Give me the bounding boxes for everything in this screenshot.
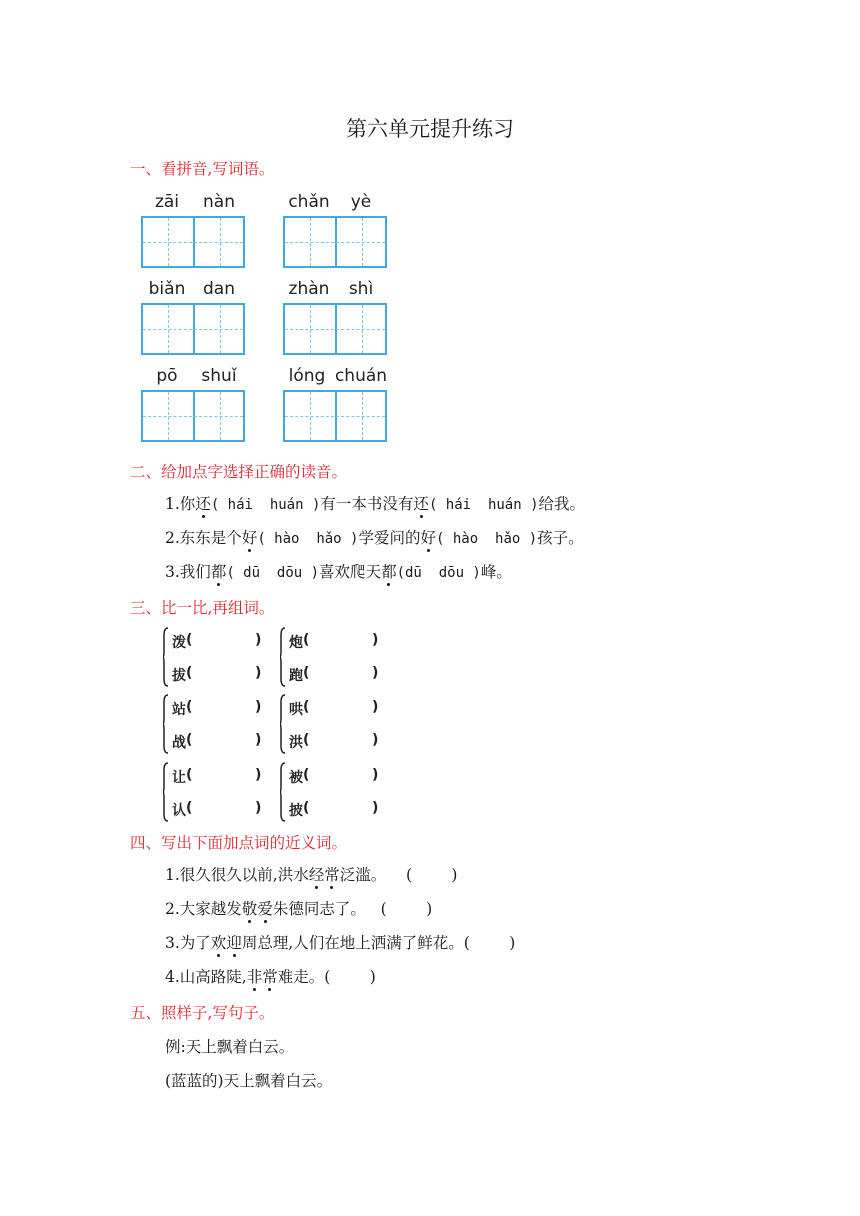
answer-open: ( xyxy=(186,665,193,681)
answer-close: ) xyxy=(372,767,379,783)
pinyin-label: pō xyxy=(156,366,178,386)
brace-icon xyxy=(163,762,169,822)
compare-char: 跑 xyxy=(289,668,303,684)
answer-close: ) xyxy=(372,800,379,816)
compare-char: 哄 xyxy=(289,702,303,718)
compare-char: 认 xyxy=(172,803,186,819)
answer-close: ) xyxy=(255,767,262,783)
pinyin-label: chǎn xyxy=(288,192,330,212)
answer-close: ) xyxy=(372,665,379,681)
answer-open: ( xyxy=(186,699,193,715)
compare-char: 炮 xyxy=(289,635,303,651)
sentence-text: 你 xyxy=(179,495,196,513)
pinyin-label: yè xyxy=(350,192,372,212)
section-4-heading: 四、写出下面加点词的近义词。 xyxy=(130,834,348,852)
brace-icon xyxy=(163,694,169,754)
sentence-text: 周总理,人们在地上洒满了鲜花。( ) xyxy=(241,934,516,952)
answer-close: ) xyxy=(255,800,262,816)
question-line xyxy=(165,863,457,885)
dotted-char: 欢 xyxy=(211,931,227,953)
sentence-text: 给我。 xyxy=(538,495,586,513)
pinyin-options[interactable]: ( hào hǎo ) xyxy=(257,531,359,547)
sentence-text: 东东是个 xyxy=(179,529,242,547)
answer-open: ( xyxy=(303,800,310,816)
pinyin-options[interactable]: (dū dōu ) xyxy=(396,565,481,581)
question-number: 2. xyxy=(165,529,180,547)
compare-char: 被 xyxy=(289,770,303,786)
sentence-text: 1.很久很久以前,洪水 xyxy=(165,866,309,884)
section-2-heading: 二、给加点字选择正确的读音。 xyxy=(130,463,348,481)
pinyin-options[interactable]: ( dū dōu ) xyxy=(226,565,320,581)
compare-char: 洪 xyxy=(289,735,303,751)
writing-grid[interactable] xyxy=(141,303,245,355)
brace-icon xyxy=(163,627,169,687)
pinyin-options[interactable]: ( hái huán ) xyxy=(428,497,539,513)
pinyin-label: chuán xyxy=(334,366,388,386)
question-line xyxy=(165,965,376,987)
pinyin-label: nàn xyxy=(203,192,235,212)
dotted-char: 常 xyxy=(324,863,340,885)
sentence-text: 喜欢爬天 xyxy=(319,563,382,581)
sentence-text: 我们 xyxy=(179,563,211,581)
answer-open: ( xyxy=(186,800,193,816)
dotted-char: 还 xyxy=(195,492,211,514)
brace-icon xyxy=(280,762,286,822)
compare-group-1 xyxy=(163,627,283,691)
question-line xyxy=(165,897,432,919)
example-line: (蓝蓝的)天上飘着白云。 xyxy=(165,1072,333,1090)
answer-close: ) xyxy=(372,732,379,748)
compare-group-5 xyxy=(163,762,283,826)
brace-icon xyxy=(280,627,286,687)
sentence-text: 3.为了 xyxy=(165,934,211,952)
answer-close: ) xyxy=(255,665,262,681)
dotted-char: 非 xyxy=(247,965,263,987)
answer-close: ) xyxy=(372,699,379,715)
compare-group-3 xyxy=(163,694,283,758)
compare-char: 战 xyxy=(172,735,186,751)
page-title: 第六单元提升练习 xyxy=(346,117,514,141)
writing-grid[interactable] xyxy=(283,216,387,268)
dotted-char: 好 xyxy=(421,526,437,548)
pinyin-options[interactable]: ( hào hǎo ) xyxy=(436,531,538,547)
sentence-text: 2.大家越发 xyxy=(165,900,242,918)
writing-grid[interactable] xyxy=(283,303,387,355)
sentence-text: 峰。 xyxy=(480,563,512,581)
pinyin-label: biǎn xyxy=(148,279,186,299)
sentence-text: 学爱问的 xyxy=(358,529,421,547)
pinyin-label: lóng xyxy=(288,366,326,386)
compare-char: 拔 xyxy=(172,668,186,684)
compare-char: 泼 xyxy=(172,635,186,651)
question-number: 1. xyxy=(165,495,180,513)
compare-group-4 xyxy=(280,694,400,758)
sentence-text: 朱德同志了。 ( ) xyxy=(272,900,433,918)
dotted-char: 都 xyxy=(211,560,227,582)
dotted-char: 敬 xyxy=(242,897,258,919)
writing-grid[interactable] xyxy=(141,216,245,268)
pinyin-label: shì xyxy=(348,279,374,299)
answer-open: ( xyxy=(303,632,310,648)
question-number: 3. xyxy=(165,563,180,581)
answer-close: ) xyxy=(372,632,379,648)
writing-grid[interactable] xyxy=(283,390,387,442)
dotted-char: 常 xyxy=(262,965,278,987)
pinyin-options[interactable]: ( hái huán ) xyxy=(210,497,321,513)
section-5-heading: 五、照样子,写句子。 xyxy=(130,1004,275,1022)
answer-open: ( xyxy=(303,699,310,715)
example-line: 例:天上飘着白云。 xyxy=(165,1038,295,1056)
compare-char: 让 xyxy=(172,770,186,786)
section-3-heading: 三、比一比,再组词。 xyxy=(130,599,275,617)
sentence-text: 孩子。 xyxy=(537,529,584,547)
sentence-text: 泛滥。 ( ) xyxy=(339,866,458,884)
writing-grid[interactable] xyxy=(141,390,245,442)
pinyin-label: shuǐ xyxy=(201,366,237,386)
answer-open: ( xyxy=(186,732,193,748)
sentence-text: 4.山高路陡, xyxy=(165,968,247,986)
answer-close: ) xyxy=(255,699,262,715)
compare-group-6 xyxy=(280,762,400,826)
answer-open: ( xyxy=(186,632,193,648)
answer-open: ( xyxy=(303,665,310,681)
dotted-char: 经 xyxy=(309,863,325,885)
section-1-heading: 一、看拼音,写词语。 xyxy=(130,160,275,178)
dotted-char: 都 xyxy=(381,560,397,582)
dotted-char: 好 xyxy=(242,526,258,548)
dotted-char: 迎 xyxy=(226,931,242,953)
answer-close: ) xyxy=(255,732,262,748)
pinyin-label: zhàn xyxy=(288,279,330,299)
answer-open: ( xyxy=(303,732,310,748)
question-line xyxy=(165,560,512,582)
sentence-text: 难走。( ) xyxy=(277,968,376,986)
question-line xyxy=(165,492,585,514)
question-line xyxy=(165,526,584,548)
dotted-char: 爱 xyxy=(257,897,273,919)
compare-char: 站 xyxy=(172,702,186,718)
pinyin-label: zāi xyxy=(154,192,180,212)
answer-close: ) xyxy=(255,632,262,648)
brace-icon xyxy=(280,694,286,754)
compare-group-2 xyxy=(280,627,400,691)
compare-char: 披 xyxy=(289,803,303,819)
pinyin-label: dan xyxy=(203,279,235,299)
sentence-text: 有一本书没有 xyxy=(320,495,414,513)
answer-open: ( xyxy=(186,767,193,783)
question-line xyxy=(165,931,515,953)
answer-open: ( xyxy=(303,767,310,783)
dotted-char: 还 xyxy=(413,492,429,514)
